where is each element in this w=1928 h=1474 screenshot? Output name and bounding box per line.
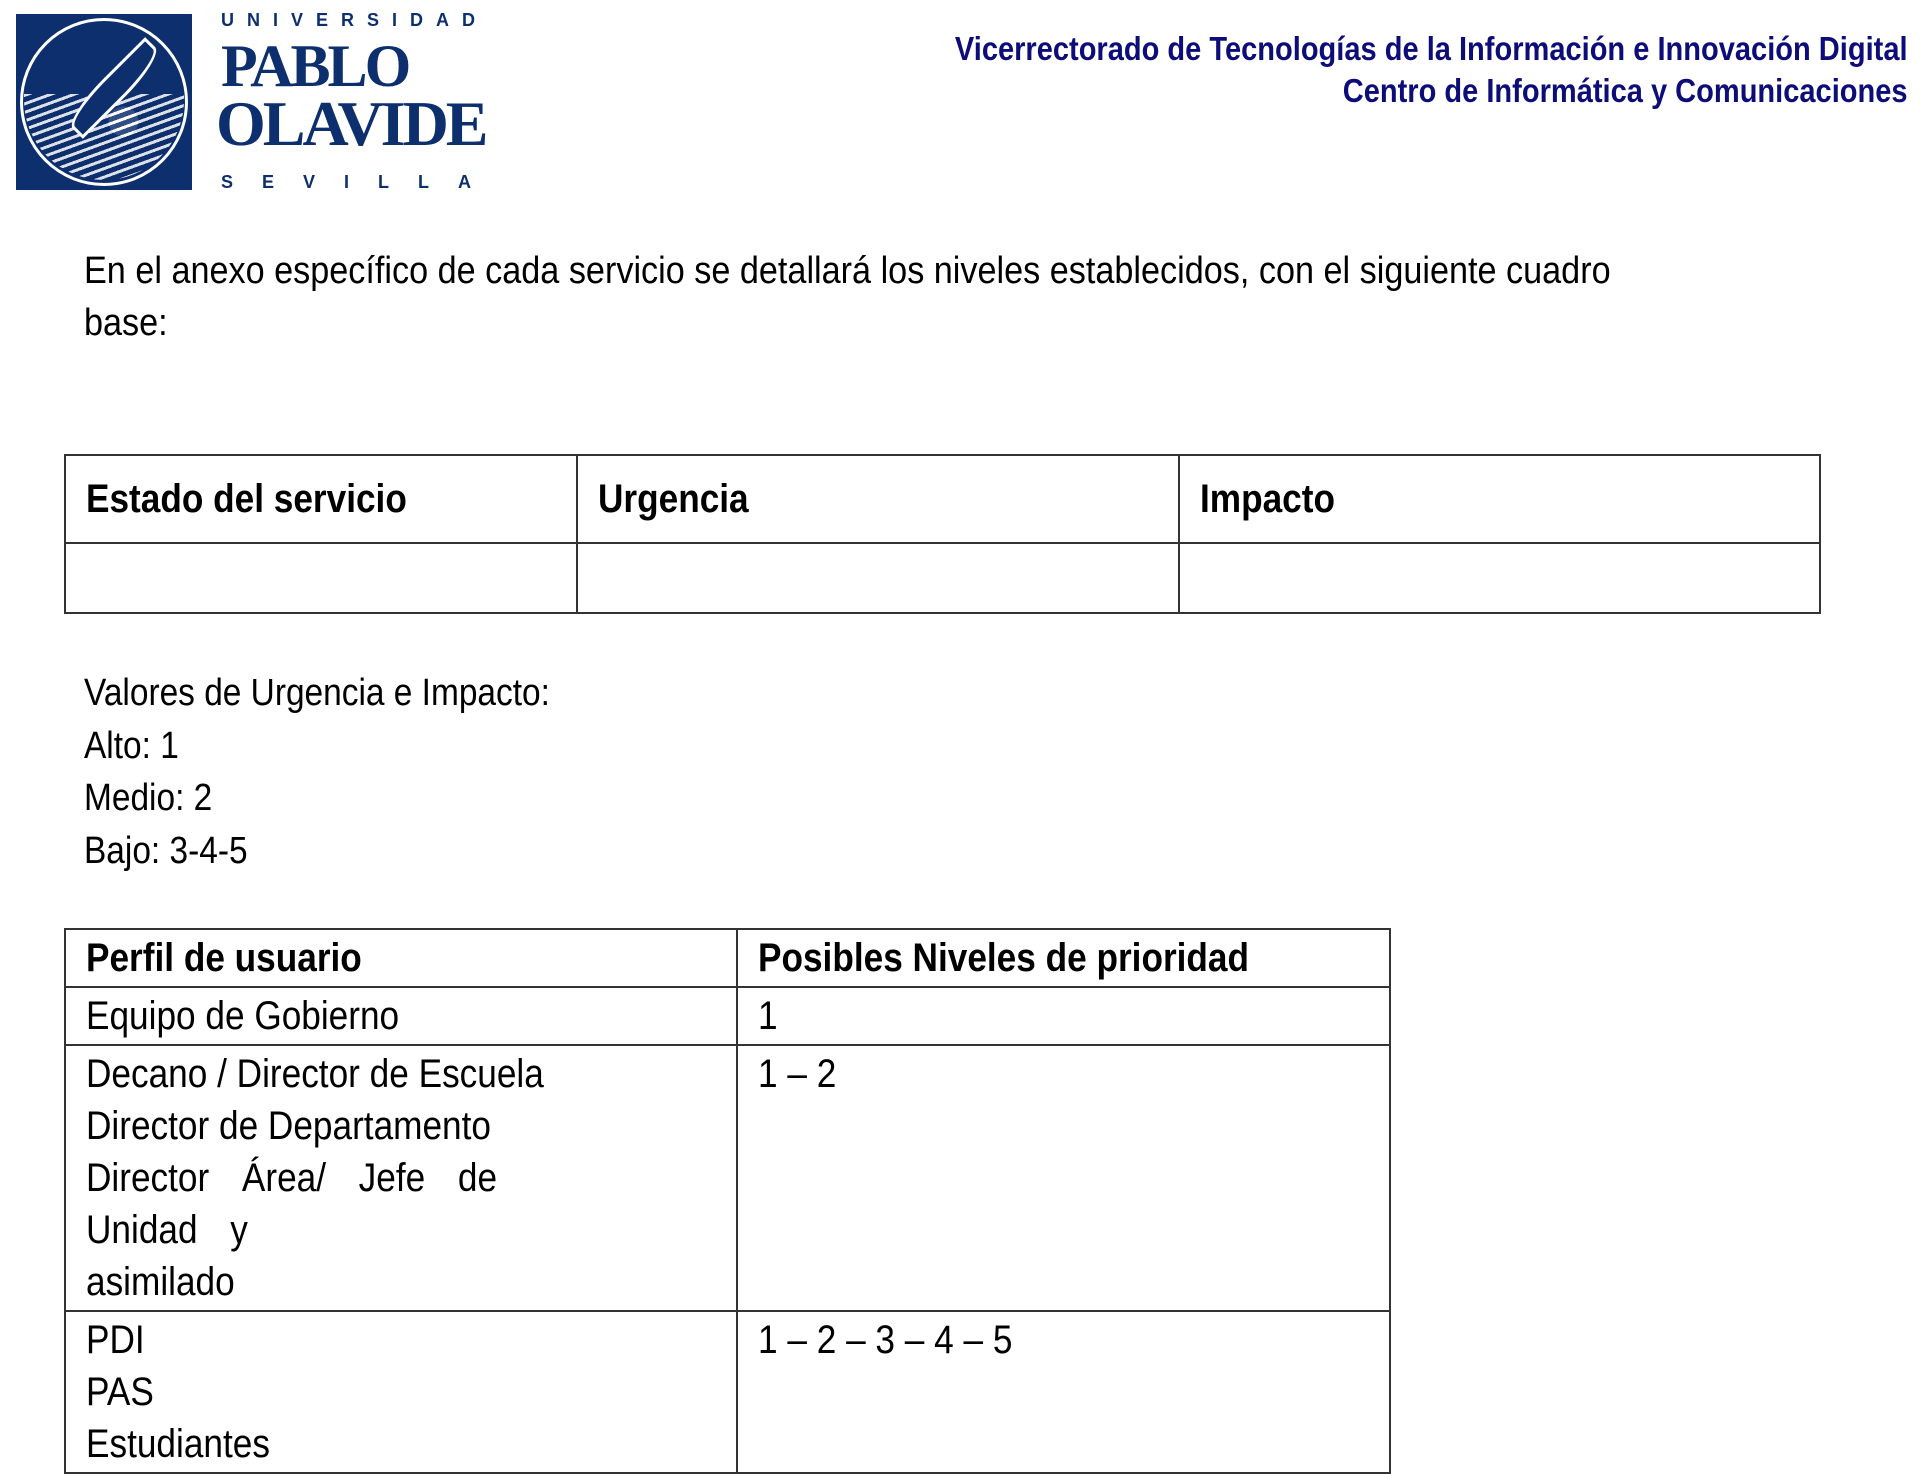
profile: PDI: [86, 1318, 145, 1362]
value-medio: Medio: 2: [84, 777, 213, 819]
cell-estado: [65, 543, 577, 613]
service-status-table: [64, 454, 1821, 614]
profile: asimilado: [86, 1260, 235, 1304]
intro-paragraph: En el anexo específico de cada servicio se detallará los niveles establecidos, con el siguiente cuadro base:: [84, 250, 1611, 344]
table-row: [65, 987, 1390, 1045]
cell-urgencia: [577, 543, 1179, 613]
table-row: [65, 1311, 1390, 1473]
header-urgencia: Urgencia: [598, 476, 749, 521]
logo-bottom-text: SEVILLA: [221, 172, 501, 192]
value-bajo: Bajo: 3-4-5: [84, 829, 248, 872]
table-row: [65, 543, 1820, 613]
profile: PAS: [86, 1370, 154, 1414]
levels: 1 – 2: [758, 1052, 837, 1096]
profile: Estudiantes: [86, 1422, 270, 1466]
table-row: [65, 1045, 1390, 1311]
profile: Director Área/ Jefe de Unidad y: [86, 1156, 498, 1252]
header-title-line2: Centro de Informática y Comunicaciones: [1343, 72, 1908, 109]
values-list: [84, 667, 613, 877]
table-header-row: [65, 929, 1390, 987]
value-alto: Alto: 1: [84, 724, 179, 767]
levels: 1 – 2 – 3 – 4 – 5: [758, 1318, 1013, 1362]
logo-line1: PABLO: [221, 33, 409, 99]
logo-top-text: UNIVERSIDAD: [221, 10, 489, 30]
profile: Equipo de Gobierno: [86, 994, 400, 1038]
header-estado: Estado del servicio: [86, 476, 407, 521]
levels: 1: [758, 994, 778, 1038]
cell-impacto: [1179, 543, 1820, 613]
logo-line2: OLAVIDE: [216, 88, 486, 159]
table-header-row: [65, 455, 1820, 543]
header-niveles: Posibles Niveles de prioridad: [758, 936, 1250, 980]
emblem-icon: [16, 14, 192, 190]
profile: Decano / Director de Escuela: [86, 1052, 544, 1096]
header-impacto: Impacto: [1200, 476, 1335, 521]
header-perfil: Perfil de usuario: [86, 936, 362, 980]
header-title-line1: Vicerrectorado de Tecnologías de la Información e Innovación Digital: [955, 30, 1908, 67]
university-logo: [16, 10, 501, 192]
priority-table: [64, 928, 1391, 1474]
profile: Director de Departamento: [86, 1104, 491, 1148]
values-title: Valores de Urgencia e Impacto:: [84, 672, 550, 714]
header-title: [955, 28, 1908, 112]
